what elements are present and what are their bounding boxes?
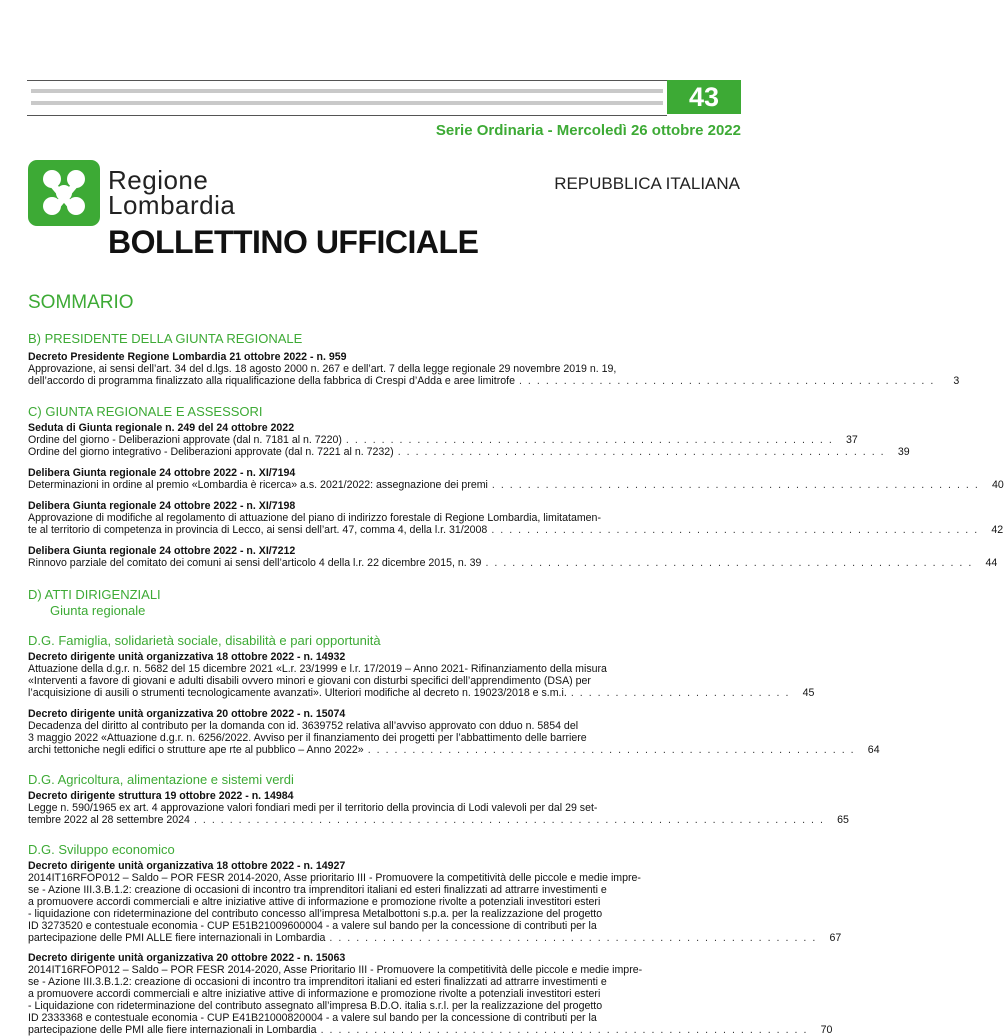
toc-entry[interactable]	[28, 467, 1004, 491]
entry-text: - liquidazione con rideterminazione del contributo concesso all’impresa Metalbottoni s.p.a. per la realizzazione del progetto	[28, 908, 603, 920]
entry-text: a promuovere accordi commerciali e altre iniziative attive di informazione e promozione rivolte a potenziali investitori esteri	[28, 988, 601, 1000]
leader-dots: .......................................................	[491, 524, 984, 536]
entry-title: Delibera Giunta regionale 24 ottobre 2022 - n. XI/7212	[28, 545, 296, 557]
entry-text: «Interventi a favore di giovani e adulti disabili ovvero minori e giovani con disturbi specifici dell’apprendimento (DSA) per	[28, 675, 591, 687]
page-number: 64	[867, 744, 880, 756]
section-b-title: B) PRESIDENTE DELLA GIUNTA REGIONALE	[28, 331, 303, 346]
logo-line-1: Regione	[108, 165, 209, 195]
toc-entry[interactable]	[28, 545, 998, 569]
entry-text: te al territorio di competenza in provincia di Lecco, ai sensi dell’art. 47, comma 4, della l.r. 31/2008	[28, 524, 488, 536]
entry-text: partecipazione delle PMI alle fiere internazionali in Lombardia	[28, 1024, 317, 1036]
entry-text: Rinnovo parziale del comitato dei comuni ai sensi dell’articolo 4 della l.r. 22 dicembre 2015, n. 39	[28, 557, 482, 569]
dg-agricoltura-title: D.G. Agricoltura, alimentazione e sistemi verdi	[28, 772, 294, 787]
entry-text: ID 3273520 e contestuale economia - CUP E51B21009600004 - a valere sul bando per la concessione di contributi per la	[28, 920, 597, 932]
entry-last-line	[28, 524, 1004, 536]
page-number: 44	[985, 557, 998, 569]
repubblica-italiana: REPUBBLICA ITALIANA	[554, 174, 740, 193]
entry-line	[28, 479, 1004, 491]
page-number: 3	[953, 375, 960, 387]
entry-title: Decreto dirigente unità organizzativa 20 ottobre 2022 - n. 15074	[28, 708, 346, 720]
entry-text: 2014IT16RFOP012 – Saldo – POR FESR 2014-2020, Asse Prioritario III - Promuovere la competitività delle piccole e medie impre-	[28, 964, 643, 976]
bollettino-title: BOLLETTINO UFFICIALE	[108, 224, 479, 260]
page-number: 65	[837, 814, 849, 826]
entry-text: a promuovere accordi commerciali e altre iniziative attive di informazione e promozione rivolte a potenziali investitori esteri	[28, 896, 601, 908]
logo-line-2: Lombardia	[108, 190, 236, 220]
entry-title: Delibera Giunta regionale 24 ottobre 2022 - n. XI/7194	[28, 467, 296, 479]
leader-dots: .......................................................	[397, 446, 890, 458]
leader-dots: .......................................................	[367, 744, 860, 756]
regione-lombardia-logo-icon	[28, 160, 100, 226]
toc-entry[interactable]	[28, 651, 815, 699]
entry-text: Ordine del giorno integrativo - Deliberazioni approvate (dal n. 7221 al n. 7232)	[28, 446, 394, 458]
page-number: 40	[992, 479, 1004, 491]
toc-entry[interactable]	[28, 708, 880, 756]
toc-entry[interactable]	[28, 351, 960, 387]
leader-dots: .......................................................	[491, 479, 984, 491]
entry-text: - Liquidazione con rideterminazione del contributo assegnato all’impresa B.D.O. italia s.r.l. per la realizzazione del progetto	[28, 1000, 603, 1012]
entry-title: Decreto Presidente Regione Lombardia 21 ottobre 2022 - n. 959	[28, 351, 347, 363]
serie-date: Serie Ordinaria - Mercoledì 26 ottobre 2022	[435, 122, 741, 139]
entry-title: Decreto dirigente struttura 19 ottobre 2022 - n. 14984	[28, 790, 294, 802]
logo-text	[108, 165, 236, 220]
entry-text: tembre 2022 al 28 settembre 2024	[28, 814, 190, 826]
entry-text: se - Azione III.3.B.1.2: creazione di occasioni di incontro tra imprenditori italiani ed esteri finalizzati ad attrarre investimenti e	[28, 976, 607, 988]
masthead	[27, 80, 667, 116]
entry-text: Approvazione di modifiche al regolamento di attuazione del piano di indirizzo forestale di Regione Lombardia, limitatamen-	[28, 512, 601, 524]
dg-sviluppo-title: D.G. Sviluppo economico	[28, 842, 175, 857]
page-number: 67	[829, 932, 842, 944]
entry-last-line	[28, 1024, 833, 1036]
entry-last-line	[28, 744, 880, 756]
page-number: 70	[820, 1024, 833, 1036]
issue-number: 43	[667, 80, 741, 114]
toc-entry[interactable]	[28, 860, 842, 944]
section-d-subtitle: Giunta regionale	[50, 603, 146, 618]
entry-text: l’acquisizione di ausili o strumenti tecnologicamente avanzati». Ulteriori modifiche al decreto n. 19023/2018 e s.m.i.	[28, 687, 567, 699]
section-c-title: C) GIUNTA REGIONALE E ASSESSORI	[28, 404, 263, 419]
entry-last-line	[28, 687, 815, 699]
entry-text: ID 2333368 e contestuale economia - CUP E41B21000820004 - a valere sul bando per la concessione di contributi per la	[28, 1012, 597, 1024]
entry-line	[28, 446, 910, 458]
sommario-heading: SOMMARIO	[28, 292, 134, 313]
dg-famiglia-title: D.G. Famiglia, solidarietà sociale, disabilità e pari opportunità	[28, 633, 381, 648]
entry-text: 3 maggio 2022 «Attuazione d.g.r. n. 6256/2022. Avviso per il finanziamento dei progetti per l’abbattimento delle barriere	[28, 732, 587, 744]
entry-text: se - Azione III.3.B.1.2: creazione di occasioni di incontro tra imprenditori italiani ed esteri finalizzati ad attrarre investimenti e	[28, 884, 607, 896]
toc	[28, 331, 1004, 1036]
masthead-line-placeholder	[31, 89, 663, 93]
masthead-line-placeholder	[31, 101, 663, 105]
entry-title: Delibera Giunta regionale 24 ottobre 2022 - n. XI/7198	[28, 500, 296, 512]
entry-last-line	[28, 814, 849, 826]
leader-dots: .......................................................	[320, 1024, 813, 1036]
entry-text: Ordine del giorno - Deliberazioni approvate (dal n. 7181 al n. 7220)	[28, 434, 342, 446]
toc-entry[interactable]	[28, 952, 833, 1036]
entry-title: Decreto dirigente unità organizzativa 18 ottobre 2022 - n. 14932	[28, 651, 346, 663]
toc-entry[interactable]	[28, 790, 849, 826]
page-number: 39	[897, 446, 910, 458]
section-d-title: D) ATTI DIRIGENZIALI	[28, 587, 161, 602]
entry-last-line	[28, 375, 960, 387]
leader-dots: .......................................................................	[193, 814, 829, 826]
page-number: 45	[802, 687, 815, 699]
leader-dots: .......................................................	[485, 557, 978, 569]
entry-line	[28, 557, 998, 569]
entry-text: Attuazione della d.g.r. n. 5682 del 15 dicembre 2021 «L.r. 23/1999 e l.r. 17/2019 – Anno 2021- Rifinanziamento della misura	[28, 663, 607, 675]
toc-entry[interactable]	[28, 500, 1004, 536]
entry-title: Seduta di Giunta regionale n. 249 del 24 ottobre 2022	[28, 422, 295, 434]
entry-text: Decadenza del diritto al contributo per la domanda con id. 3639752 relativa all’avviso approvato con dduo n. 5854 del	[28, 720, 579, 732]
leader-dots: .......................................................	[345, 434, 838, 446]
leader-dots: ...............................................	[518, 375, 940, 387]
leader-dots: .......................................................	[329, 932, 822, 944]
entry-title: Decreto dirigente unità organizzativa 20 ottobre 2022 - n. 15063	[28, 952, 346, 964]
entry-text: dell’accordo di programma finalizzato alla riqualificazione della fabbrica di Crespi d’Adda e aree limitrofe	[28, 375, 515, 387]
entry-text: partecipazione delle PMI ALLE fiere internazionali in Lombardia	[28, 932, 326, 944]
entry-text: Approvazione, ai sensi dell’art. 34 del d.lgs. 18 agosto 2000 n. 267 e dell’art. 7 della legge regionale 29 novembre 2019 n. 19,	[28, 363, 617, 375]
entry-title: Decreto dirigente unità organizzativa 18 ottobre 2022 - n. 14927	[28, 860, 346, 872]
entry-last-line	[28, 932, 842, 944]
page-number: 42	[991, 524, 1004, 536]
page-number: 37	[845, 434, 858, 446]
leader-dots: .........................	[570, 687, 795, 699]
entry-text: archi tettoniche negli edifici o strutture ape rte al pubblico – Anno 2022»	[28, 744, 364, 756]
entry-text: 2014IT16RFOP012 – Saldo – POR FESR 2014-2020, Asse prioritario III - Promuovere la competitività delle piccole e medie impre-	[28, 872, 641, 884]
toc-entry[interactable]	[28, 422, 910, 458]
entry-text: Legge n. 590/1965 ex art. 4 approvazione valori fondiari medi per il territorio della provincia di Lodi valevoli per dal 29 set-	[28, 802, 598, 814]
entry-text: Determinazioni in ordine al premio «Lombardia è ricerca» a.s. 2021/2022: assegnazione dei premi	[28, 479, 488, 491]
entry-line	[28, 434, 858, 446]
